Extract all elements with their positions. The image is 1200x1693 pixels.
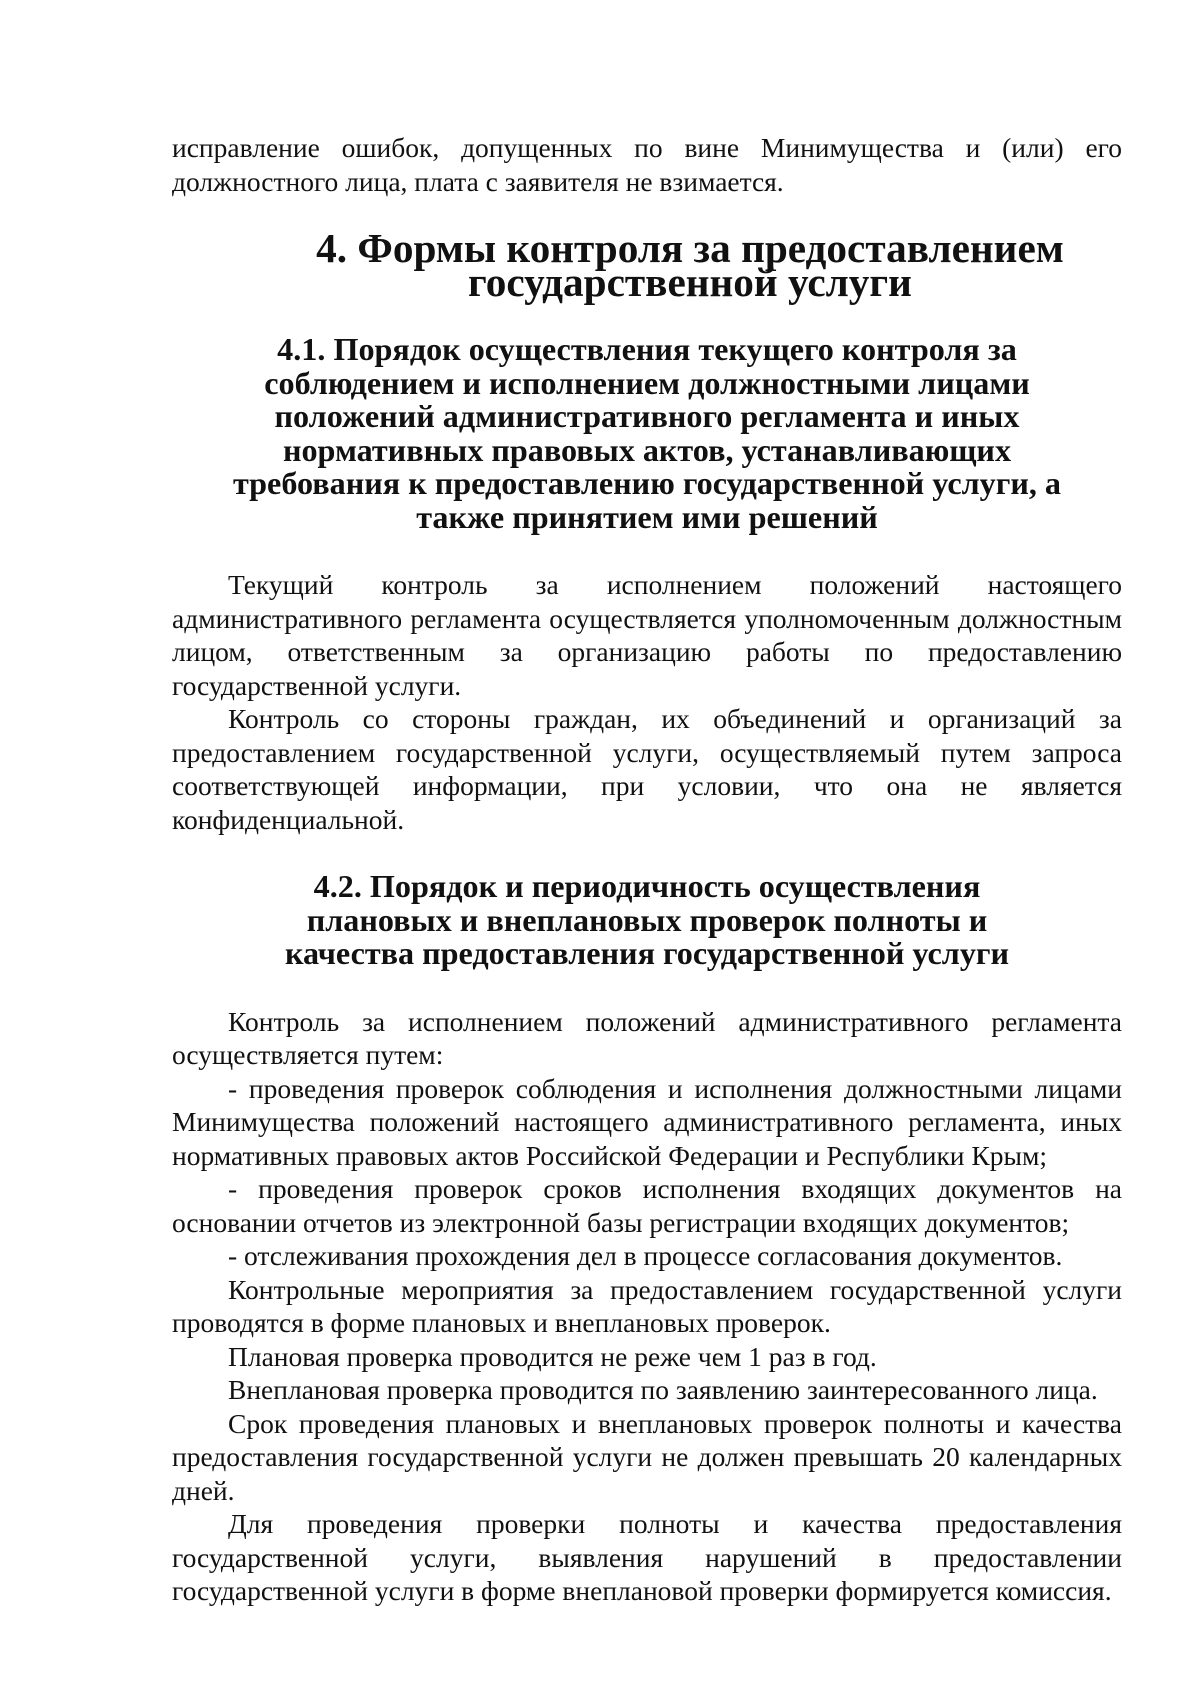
section-4-1-heading: 4.1. Порядок осуществления текущего контроля за соблюдением и исполнением должностными лицами положений административного регламента и иных нормативных правовых актов, устанавливающих требования к предоставлению государственной услуги, а также принятием ими решений xyxy=(232,331,1062,535)
section-4-2-paragraph: Контроль за исполнением положений административного регламента осуществляется путем: xyxy=(172,1005,1122,1070)
section-4-heading: 4. Формы контроля за предоставлением государственной услуги xyxy=(316,225,1064,305)
section-4-2-paragraph: Плановая проверка проводится не реже чем 1 раз в год. xyxy=(228,1340,877,1372)
document-body xyxy=(172,131,1122,1608)
section-4-2-heading: 4.2. Порядок и периодичность осуществления плановых и внеплановых проверок полноты и качества предоставления государственной услуги xyxy=(284,868,1010,971)
section-4-2-paragraph: Срок проведения плановых и внеплановых проверок полноты и качества предоставления государственной услуги не должен превышать 20 календарных дней. xyxy=(172,1407,1122,1506)
section-4-2-paragraph: Внеплановая проверка проводится по заявлению заинтересованного лица. xyxy=(228,1374,1098,1405)
section-4-1-paragraph: Текущий контроль за исполнением положений настоящего административного регламента осуществляется уполномоченным должностным лицом, ответственным за организацию работы по предоставлению государственной услуги. xyxy=(172,569,1122,701)
section-4-2-list-item: - отслеживания прохождения дел в процессе согласования документов. xyxy=(228,1240,1063,1271)
section-4-2-list-item: - проведения проверок сроков исполнения входящих документов на основании отчетов из электронной базы регистрации входящих документов; xyxy=(172,1173,1122,1238)
section-4-2-paragraph: Для проведения проверки полноты и качества предоставления государственной услуги, выявления нарушений в предоставлении государственной услуги в форме внеплановой проверки формируется комиссия. xyxy=(172,1508,1122,1606)
intro-paragraph: исправление ошибок, допущенных по вине Минимущества и (или) его должностного лица, плата с заявителя не взимается. xyxy=(172,132,1122,197)
section-4-2-list-item: - проведения проверок соблюдения и исполнения должностными лицами Минимущества положений настоящего административного регламента, иных нормативных правовых актов Российской Федерации и Республики Крым; xyxy=(172,1072,1122,1171)
section-4-1-paragraph: Контроль со стороны граждан, их объединений и организаций за предоставлением государственной услуги, осуществляемый путем запроса соответствующей информации, при условии, что она не является конфиденциальной. xyxy=(172,703,1122,835)
section-4-2-paragraph: Контрольные мероприятия за предоставлением государственной услуги проводятся в форме плановых и внеплановых проверок. xyxy=(172,1273,1122,1338)
